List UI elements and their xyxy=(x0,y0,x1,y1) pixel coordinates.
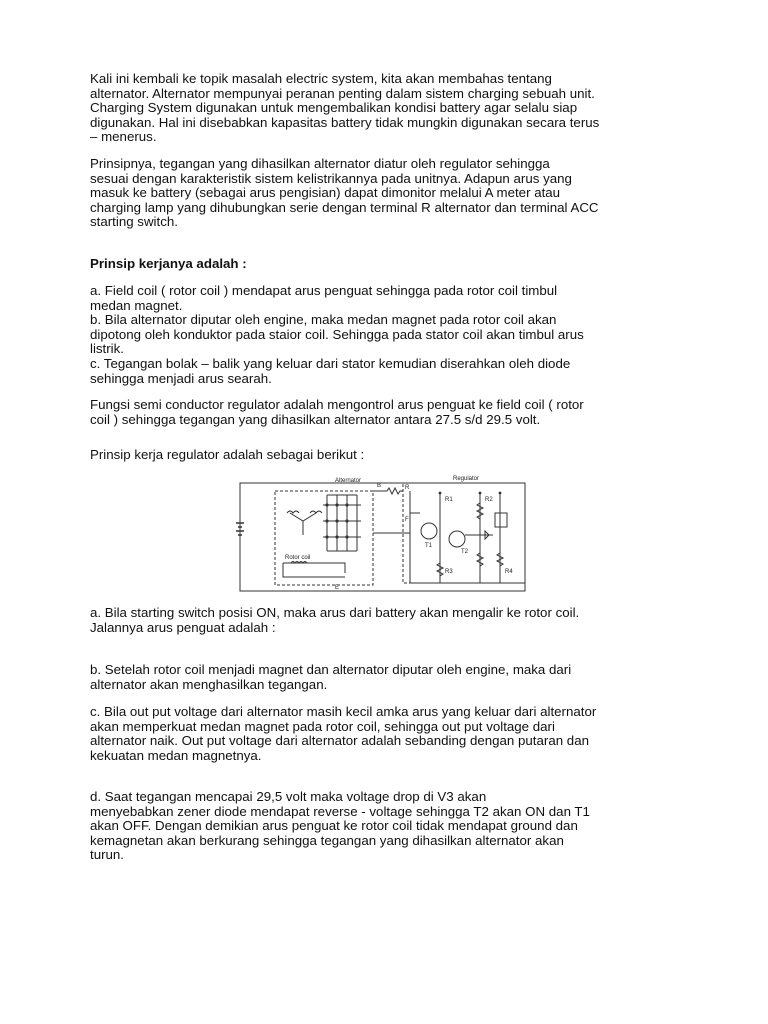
step-c-paragraph: c. Bila out put voltage dari alternator masih kecil amka arus yang keluar dari alternator akan memperkuat medan magnet pada rotor coil, sehingga out put voltage dari alternator naik. Out put voltage dari alternator adalah sebanding dengan putaran dan kekuatan medan magnetnya. xyxy=(90,704,597,763)
regulator-function-paragraph: Fungsi semi conductor regulator adalah mengontrol arus penguat ke field coil ( rotor coil ) sehingga tegangan yang dihasilkan alternator antara 27.5 s/d 29.5 volt. xyxy=(90,397,584,427)
charging-circuit-diagram xyxy=(90,473,690,601)
regulator-label: Regulator xyxy=(453,476,480,482)
transistor-t1-label: T1 xyxy=(425,543,433,549)
step-b-paragraph: b. Setelah rotor coil menjadi magnet dan alternator diputar oleh engine, maka dari alternator akan menghasilkan tegangan. xyxy=(90,662,572,692)
step-a-paragraph: a. Bila starting switch posisi ON, maka arus dari battery akan mengalir ke rotor coil. Jalannya arus penguat adalah : xyxy=(90,605,580,635)
terminal-f-label: F xyxy=(405,517,409,523)
step-d-paragraph: d. Saat tegangan mencapai 29,5 volt maka voltage drop di V3 akan menyebabkan zener diode mendapat reverse - voltage sehingga T2 akan ON dan T1 akan OFF. Dengan demikian arus penguat ke rotor coil tidak mendapat ground dan kemagnetan akan berkurang sehingga tegangan yang dihasilkan alternator akan turun. xyxy=(90,789,590,863)
principle-heading: Prinsip kerjanya adalah : xyxy=(90,256,247,271)
intro-paragraph-2: Prinsipnya, tegangan yang dihasilkan alternator diatur oleh regulator sehingga sesuai dengan karakteristik sistem kelistrikannya pada unitnya. Adapun arus yang masuk ke battery (sebagai arus pengisian) dapat dimonitor melalui A meter atau charging lamp yang dihubungkan serie dengan terminal R alternator dan terminal ACC starting switch. xyxy=(90,156,599,230)
transistor-t2-label: T2 xyxy=(461,549,469,555)
terminal-b-label: B xyxy=(377,483,382,489)
terminal-e-label: E xyxy=(335,585,340,591)
rotor-coil-label: Rotor coil xyxy=(285,555,311,561)
resistor-r4-label: R4 xyxy=(505,569,513,575)
resistor-r1-label: R1 xyxy=(445,497,453,503)
resistor-r3-label: R3 xyxy=(445,569,453,575)
principle-list: a. Field coil ( rotor coil ) mendapat arus penguat sehingga pada rotor coil timbul medan magnet. b. Bila alternator diputar oleh engine, maka medan magnet pada rotor coil akan dipotong oleh konduktor pada staior coil. Sehingga pada stator coil akan timbul arus listrik. c. Tegangan bolak – balik yang keluar dari stator kemudian diserahkan oleh diode sehingga menjadi arus searah. xyxy=(90,283,584,386)
terminal-r-label: R xyxy=(405,485,410,491)
alternator-label: Alternator xyxy=(335,478,362,484)
circuit-svg xyxy=(235,473,535,598)
regulator-intro: Prinsip kerja regulator adalah sebagai berikut : xyxy=(90,447,365,462)
intro-paragraph-1: Kali ini kembali ke topik masalah electric system, kita akan membahas tentang alternator. Alternator mempunyai peranan penting dalam sistem charging sebuah unit. Charging System digunakan untuk mengembalikan kondisi battery agar selalu siap digunakan. Hal ini disebabkan kapasitas battery tidak mungkin digunakan secara terus – menerus. xyxy=(90,71,600,145)
resistor-r2-label: R2 xyxy=(485,497,493,503)
document-page xyxy=(90,72,690,863)
